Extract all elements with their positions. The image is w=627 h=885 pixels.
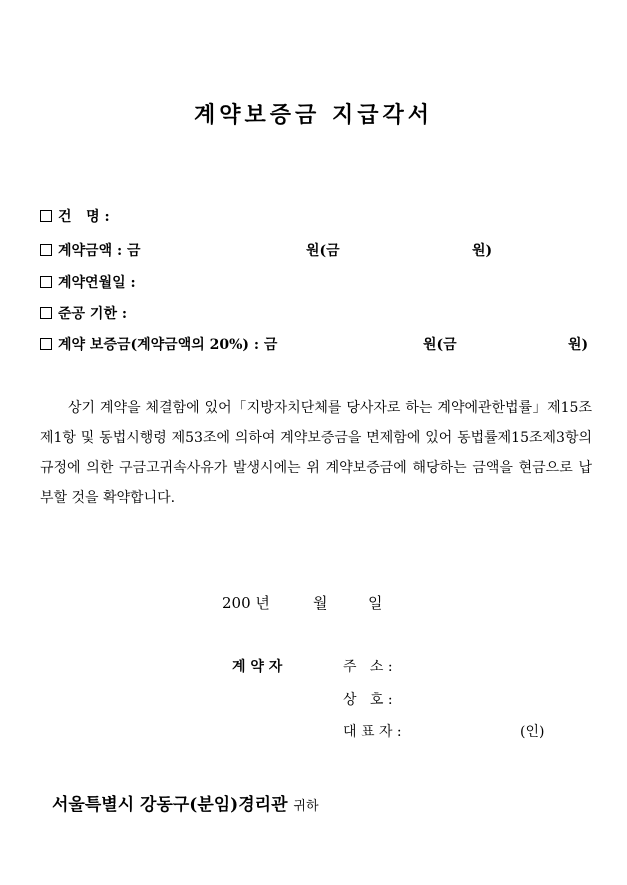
checkbox-icon xyxy=(40,210,52,222)
item-deposit-label: 계약 보증금(계약금액의 20%) : 금 xyxy=(58,337,278,353)
checkbox-icon xyxy=(40,276,52,288)
date-month: 월 xyxy=(313,594,328,612)
addressee xyxy=(52,790,319,815)
seal-mark: (인) xyxy=(520,724,545,740)
checkbox-icon xyxy=(40,307,52,319)
body-paragraph: 상기 계약을 체결함에 있어「지방자치단체를 당사자로 하는 계약에관한법률」제15조제1항 및 동법시행령 제53조에 의하여 계약보증금을 면제함에 있어 동법률제15조제3항의 규정에 의한 구금고귀속사유가 발생시에는 위 계약보증금에 해당하는 금액을 현금으로 납부할 것을 확약합니다. xyxy=(40,400,592,506)
checkbox-icon xyxy=(40,244,52,256)
checkbox-icon xyxy=(40,338,52,350)
addressee-name: 서울특별시 강동구(분임)경리관 xyxy=(52,795,288,815)
addressee-suffix: 귀하 xyxy=(293,799,319,814)
item-amount-label: 계약금액 : 금 xyxy=(58,243,141,259)
checklist-item-name xyxy=(40,206,110,226)
document-title: 계약보증금 지급각서 xyxy=(194,102,433,128)
item-completion-label: 준공 기한 : xyxy=(58,306,128,322)
item-name-label: 건 명 : xyxy=(58,209,110,225)
item-amount-end: 원) xyxy=(472,243,493,259)
date-day: 일 xyxy=(368,594,383,612)
company-label: 상 호 : xyxy=(343,692,393,708)
checklist-item-amount xyxy=(40,240,141,260)
checklist-item-contract-date xyxy=(40,272,136,292)
address-label: 주 소 : xyxy=(343,659,393,675)
checklist-item-deposit xyxy=(40,334,277,354)
item-deposit-mid: 원(금 xyxy=(423,337,457,353)
checklist-item-completion xyxy=(40,303,127,323)
item-deposit-end: 원) xyxy=(568,337,589,353)
date-year: 200 년 xyxy=(222,594,270,612)
contractor-label: 계 약 자 xyxy=(232,659,283,675)
item-contract-date-label: 계약연월일 : xyxy=(58,275,136,291)
representative-label: 대 표 자 : xyxy=(343,724,402,740)
item-amount-mid: 원(금 xyxy=(306,243,340,259)
